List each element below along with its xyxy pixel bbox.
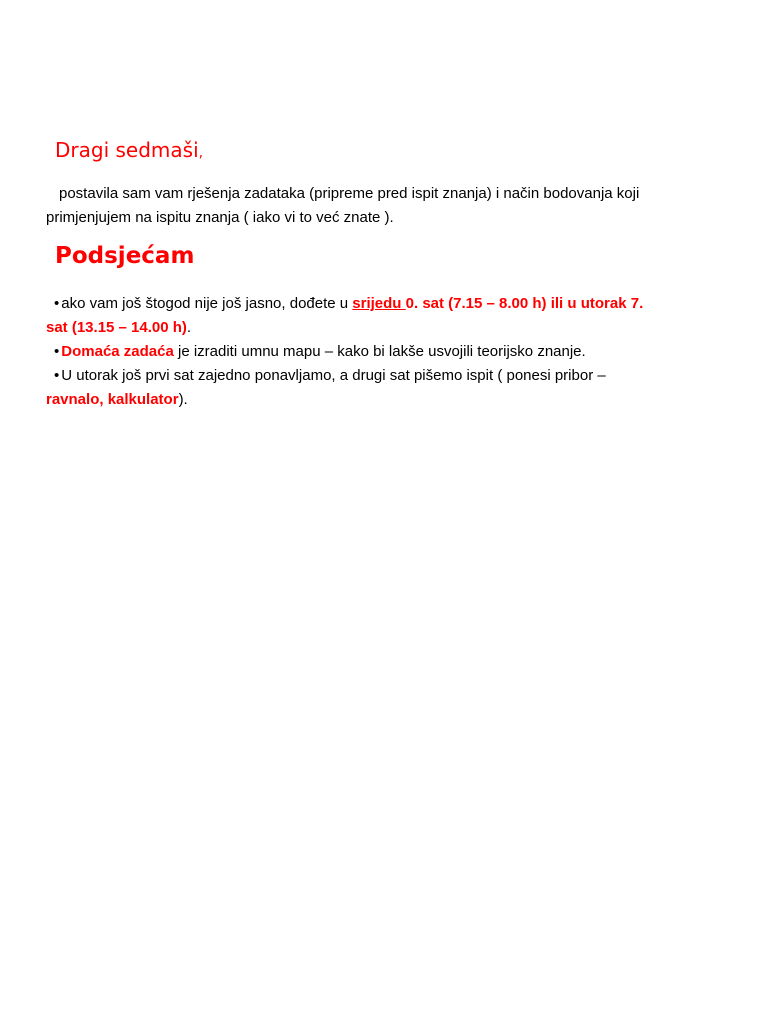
- list-item-3-text: U utorak još prvi sat zajedno ponavljamo, a drugi sat pišemo ispit ( ponesi pribor –: [61, 367, 606, 384]
- greeting-comma: ,: [198, 145, 204, 161]
- reminder-heading: Podsjećam: [55, 243, 195, 269]
- list-item-1-end: .: [186, 319, 192, 336]
- greeting-text: Dragi sedmaši: [55, 138, 199, 162]
- intro-line-1: postavila sam vam rješenja zadataka (pripreme pred ispit znanja) i način bodovanja koji: [59, 185, 640, 202]
- list-item-2-text: je izraditi umnu mapu – kako bi lakše usvojili teorijsko znanje.: [173, 343, 586, 360]
- list-item-1: [46, 292, 726, 316]
- bullet-icon: •: [54, 343, 60, 360]
- bullet-icon: •: [54, 367, 60, 384]
- list-item-1-day: srijedu: [352, 295, 406, 312]
- list-item-1-cont: [46, 316, 726, 340]
- list-item-1-text: ako vam još štogod nije još jasno, dođete u: [61, 295, 353, 312]
- list-item-3-cont: [46, 388, 726, 412]
- list-item-3-highlight: ravnalo, kalkulator: [46, 391, 179, 408]
- reminder-list: [46, 292, 726, 412]
- intro-line-2: primjenjujem na ispitu znanja ( iako vi to već znate ).: [46, 209, 394, 226]
- intro-paragraph: [46, 182, 716, 230]
- list-item-1-time-b: sat (13.15 – 14.00 h): [46, 319, 187, 336]
- list-item-3: [46, 364, 726, 388]
- list-item-3-end: ).: [178, 391, 188, 408]
- greeting: [55, 138, 203, 162]
- bullet-icon: •: [54, 295, 60, 312]
- list-item-2-highlight: Domaća zadaća: [61, 343, 174, 360]
- list-item-1-time-a: 0. sat (7.15 – 8.00 h) ili u utorak 7.: [405, 295, 644, 312]
- list-item-2: [46, 340, 726, 364]
